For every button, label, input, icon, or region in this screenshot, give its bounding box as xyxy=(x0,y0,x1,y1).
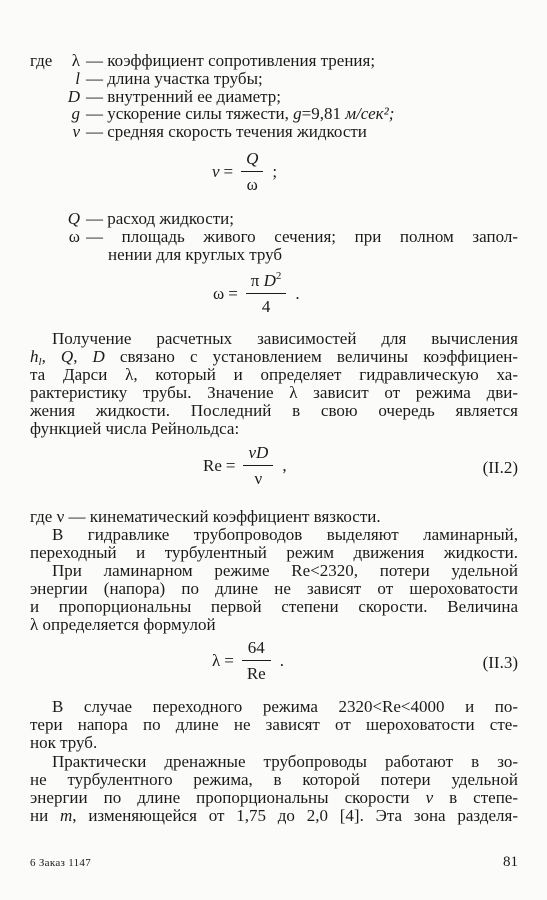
definition-omega-text: — площадь живого сечения; при полном запол- xyxy=(86,228,518,246)
paragraph-line: та Дарси λ, который и определяет гидравлическую ха- xyxy=(30,366,518,384)
paragraph-line: Практически дренажные трубопроводы работают в зо- xyxy=(52,753,518,771)
gravity-unit: м/сек²; xyxy=(345,104,395,123)
fraction-denominator: ν xyxy=(254,469,263,488)
formula-velocity xyxy=(212,150,277,194)
fraction-denominator: 4 xyxy=(261,297,271,316)
paragraph-line: В гидравлике трубопроводов выделяют ламинарный, xyxy=(52,526,518,544)
equation-number: (II.3) xyxy=(482,653,518,672)
head-loss-subscript: l xyxy=(38,356,42,366)
definition-g-text xyxy=(86,105,394,123)
equals-sign: = xyxy=(228,284,238,303)
formula-laminar-lambda xyxy=(212,639,284,683)
equals-sign: = xyxy=(224,651,234,670)
printer-signature: 6 Заказ 1147 xyxy=(30,857,91,869)
line-text: энергии по длине пропорциональны скорости xyxy=(30,789,410,807)
paragraph-line: функцией числа Рейнольдса: xyxy=(30,420,240,438)
definition-l-text: — длина участка трубы; xyxy=(86,69,263,88)
fraction xyxy=(242,639,271,683)
definition-g xyxy=(0,105,547,123)
definition-v-text: — средняя скорость течения жидкости xyxy=(86,122,367,141)
formula-reynolds-lhs: Re xyxy=(203,456,222,475)
paragraph-line xyxy=(30,348,518,366)
fraction xyxy=(243,444,273,488)
equals-sign: = xyxy=(223,162,234,181)
definition-omega xyxy=(0,228,547,246)
paragraph-line xyxy=(30,789,518,807)
definition-omega-continuation: нении для круглых труб xyxy=(108,245,283,264)
exponent-variable: m xyxy=(60,807,73,825)
diameter-variable: D xyxy=(263,271,276,290)
definition-g-label: — ускорение силы тяжести, xyxy=(86,104,289,123)
pi-symbol: π xyxy=(250,271,260,290)
symbol-lambda: λ xyxy=(71,51,80,70)
formula-punctuation: . xyxy=(279,651,284,670)
paragraph-line: тери напора по длине не зависят от шероховатости сте- xyxy=(30,716,518,734)
paragraph-line: не турбулентного режима, в которой потери удельной xyxy=(30,771,518,789)
paragraph-line: и пропорциональны первой степени скорости. Величина xyxy=(30,598,518,616)
paragraph-line: где ν — кинематический коэффициент вязкости. xyxy=(30,508,381,526)
formula-punctuation: ; xyxy=(272,162,278,181)
definition-d-text: — внутренний ее диаметр; xyxy=(86,87,281,106)
gravity-value: =9,81 xyxy=(301,104,341,123)
line-text: в степе- xyxy=(449,789,518,807)
definition-q xyxy=(0,210,547,228)
formula-punctuation: , xyxy=(282,456,287,475)
comma: , xyxy=(73,348,78,366)
flow-variable: Q xyxy=(60,348,74,366)
definition-v xyxy=(0,123,547,141)
paragraph-line: Получение расчетных зависимостей для вычисления xyxy=(52,330,518,348)
formula-area-lhs: ω xyxy=(213,284,225,303)
paragraph-line: В случае переходного режима 2320<Re<4000 и по- xyxy=(52,698,518,716)
line-text: связано с установлением величины коэффициен- xyxy=(119,348,518,366)
definition-lambda xyxy=(0,52,547,70)
symbol-g: g xyxy=(71,104,80,123)
gravity-variable: g xyxy=(293,104,302,123)
head-loss-variable: h xyxy=(30,348,39,366)
fraction xyxy=(246,272,287,316)
fraction-numerator: 64 xyxy=(247,638,265,657)
formula-velocity-lhs: v xyxy=(212,162,220,181)
fraction-numerator xyxy=(246,272,287,293)
velocity-variable: v xyxy=(425,789,434,807)
paragraph-line: энергии (напора) по длине не зависят от шероховатости xyxy=(30,580,518,598)
fraction-denominator: Re xyxy=(246,664,266,683)
paragraph-line xyxy=(30,807,518,825)
paragraph-line: λ определяется формулой xyxy=(30,616,216,634)
symbol-omega: ω xyxy=(68,227,80,246)
symbol-v: v xyxy=(72,122,80,141)
symbol-d: D xyxy=(67,87,80,106)
definitions-intro: где xyxy=(30,51,53,70)
paragraph-line: рактеристику трубы. Значение λ зависит от режима дви- xyxy=(30,384,518,402)
exponent: 2 xyxy=(275,270,282,282)
page-number: 81 xyxy=(503,854,518,870)
fraction xyxy=(241,150,263,194)
symbol-l: l xyxy=(75,69,80,88)
fraction-denominator: ω xyxy=(246,175,258,194)
symbol-q: Q xyxy=(67,209,80,228)
formula-reynolds xyxy=(203,444,287,488)
diameter-variable: D xyxy=(92,348,105,366)
paragraph-line: переходный и турбулентный режим движения жидкости. xyxy=(30,544,518,562)
line-text: , изменяющейся от 1,75 до 2,0 [4]. Эта зона разделя- xyxy=(72,807,518,825)
paragraph-line: жения жидкости. Последний в свою очередь является xyxy=(30,402,518,420)
definition-l xyxy=(0,70,547,88)
formula-area xyxy=(213,272,300,316)
fraction-numerator: vD xyxy=(248,443,269,462)
equation-number: (II.2) xyxy=(482,458,518,477)
fraction-numerator: Q xyxy=(246,149,259,168)
comma: , xyxy=(41,348,46,366)
equals-sign: = xyxy=(225,456,236,475)
line-text: ни xyxy=(30,807,49,825)
paragraph-line: При ламинарном режиме Re<2320, потери удельной xyxy=(52,562,518,580)
definition-q-text: — расход жидкости; xyxy=(86,209,234,228)
definition-lambda-text: — коэффициент сопротивления трения; xyxy=(86,51,376,70)
paragraph-line: нок труб. xyxy=(30,734,98,752)
formula-punctuation: . xyxy=(295,284,300,303)
formula-lambda-lhs: λ xyxy=(212,651,221,670)
